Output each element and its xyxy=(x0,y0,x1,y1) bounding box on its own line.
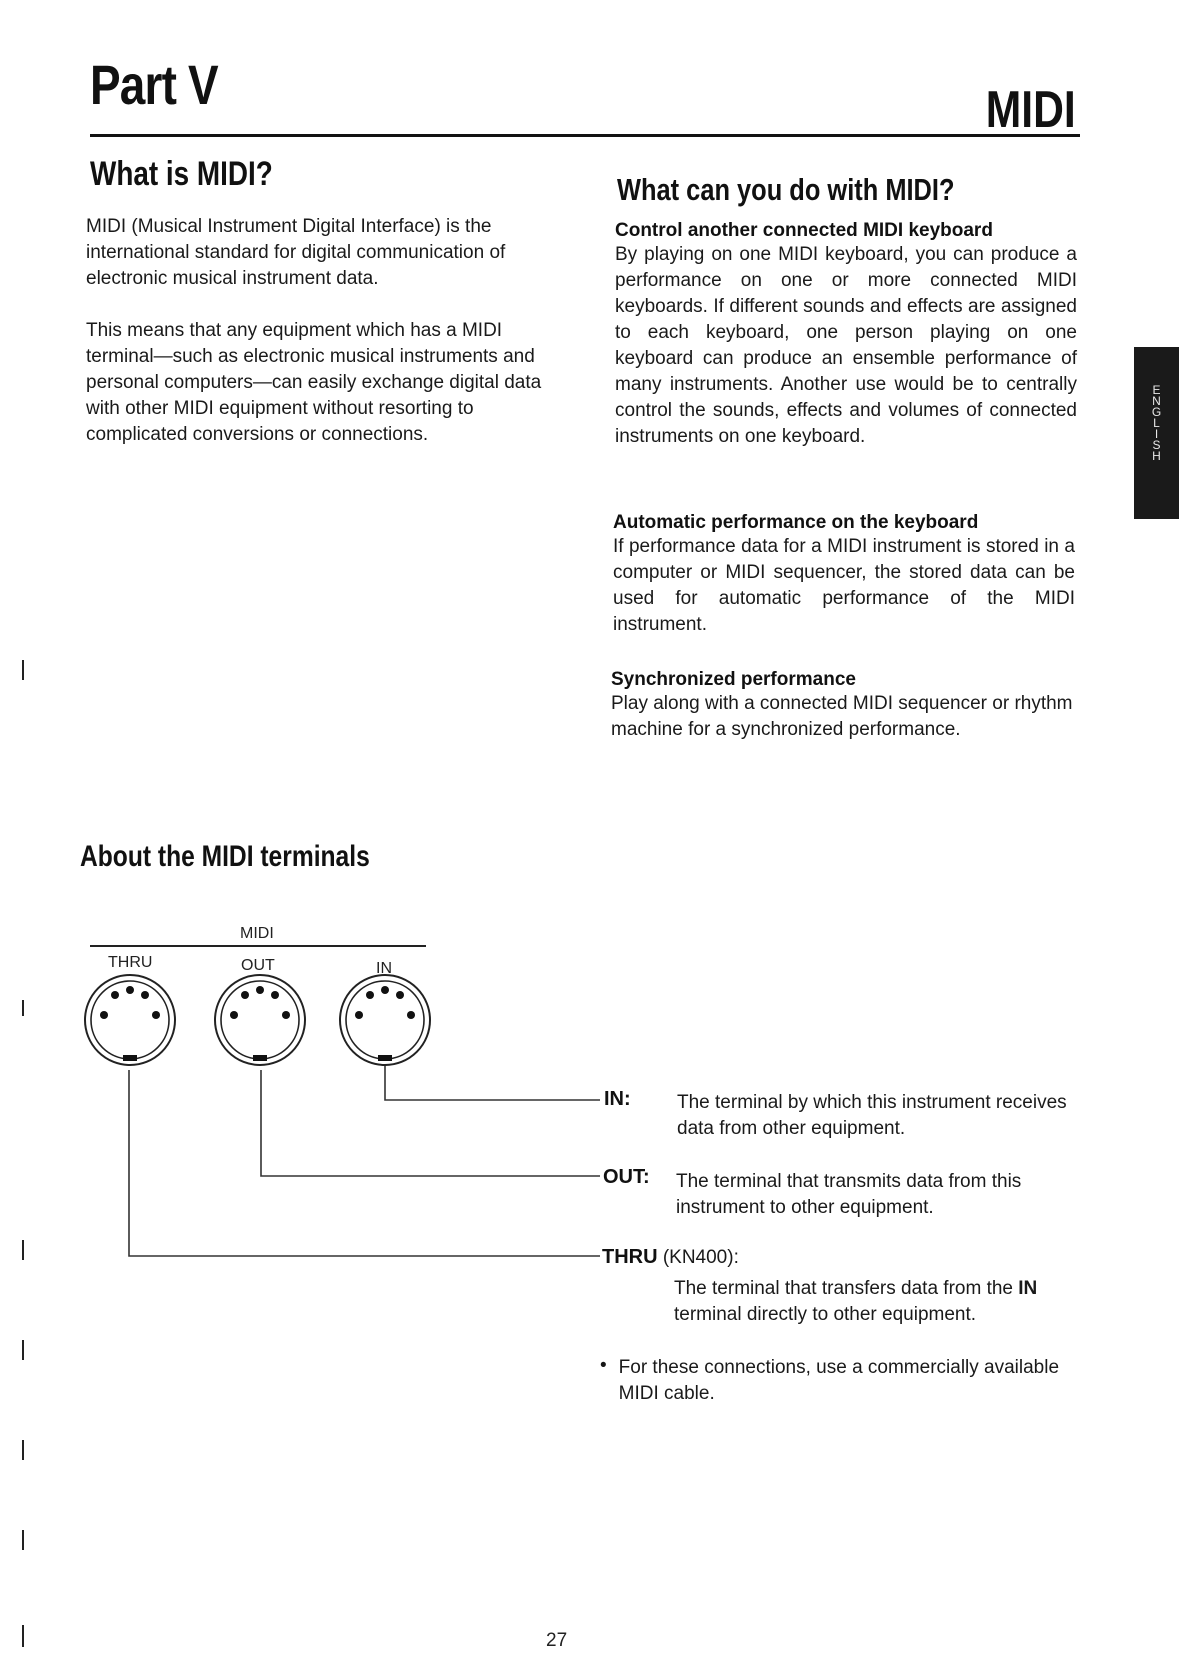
feature-text: Play along with a connected MIDI sequencer or rhythm machine for a synchronized performance. xyxy=(611,693,1073,740)
thru-term-model: (KN400): xyxy=(657,1247,739,1268)
tab-letter: E xyxy=(1152,383,1161,397)
feature-automatic-performance xyxy=(613,512,1075,638)
thru-term-label xyxy=(602,1245,739,1271)
part-title: Part V xyxy=(90,53,218,116)
in-term-label: IN: xyxy=(604,1088,631,1110)
thru-desc-text: terminal directly to other equipment. xyxy=(674,1304,977,1325)
out-port-label: OUT xyxy=(241,957,275,974)
what-can-you-do-heading: What can you do with MIDI? xyxy=(617,172,955,207)
margin-mark xyxy=(22,1440,24,1460)
feature-title: Control another connected MIDI keyboard xyxy=(615,220,993,241)
feature-control-keyboard xyxy=(615,220,1077,450)
margin-mark xyxy=(22,1340,24,1360)
midi-terminals-diagram xyxy=(80,910,620,1270)
in-socket-icon xyxy=(340,975,430,1065)
thru-socket-icon xyxy=(85,975,175,1065)
margin-mark xyxy=(22,1625,24,1647)
margin-mark xyxy=(22,660,24,680)
margin-mark xyxy=(22,1000,24,1016)
what-is-midi-paragraph-2: This means that any equipment which has a MIDI terminal—such as electronic musical instruments and personal computers—can easily exchange digital data with other MIDI equipment without resorting to complicated conversions or connections. xyxy=(86,320,542,445)
tab-letter: S xyxy=(1152,438,1161,452)
thru-desc-text: The terminal that transfers data from the xyxy=(674,1278,1019,1299)
what-is-midi-heading: What is MIDI? xyxy=(90,155,273,193)
thru-desc-bold: IN xyxy=(1018,1278,1038,1299)
what-is-midi-paragraph-1: MIDI (Musical Instrument Digital Interface) is the international standard for digital communication of electronic musical instrument data. xyxy=(86,216,506,289)
margin-mark xyxy=(22,1240,24,1260)
thru-term-key: THRU xyxy=(602,1246,658,1268)
out-term-description: The terminal that transmits data from this instrument to other equipment. xyxy=(676,1171,1022,1218)
in-connector-line xyxy=(385,1060,600,1100)
tab-letter: N xyxy=(1152,394,1161,408)
midi-terminals-heading: About the MIDI terminals xyxy=(80,840,370,873)
feature-synchronized-performance xyxy=(611,669,1073,743)
out-socket-icon xyxy=(215,975,305,1065)
feature-text: By playing on one MIDI keyboard, you can produce a performance on one or more connected MIDI keyboards. If different sounds and effects are assigned to each keyboard, one person playing on one keyboard can produce an ensemble performance of many instruments. Another use would be to centrally control the sounds, effects and volumes of connected instruments on one keyboard. xyxy=(615,244,1077,447)
feature-title: Automatic performance on the keyboard xyxy=(613,512,979,533)
thru-port-label: THRU xyxy=(108,954,153,971)
tab-letter: L xyxy=(1153,416,1160,430)
bullet-icon: • xyxy=(600,1355,607,1376)
margin-mark xyxy=(22,1530,24,1550)
tab-letter: H xyxy=(1152,449,1161,463)
midi-group-label: MIDI xyxy=(240,925,274,942)
tab-letter: I xyxy=(1154,427,1159,441)
thru-term-description xyxy=(674,1276,1066,1328)
out-connector-line xyxy=(261,1070,600,1176)
out-term-label: OUT: xyxy=(603,1166,650,1188)
language-tab xyxy=(1134,347,1179,519)
feature-title: Synchronized performance xyxy=(611,669,856,690)
tab-letter: G xyxy=(1151,405,1162,419)
in-term-description: The terminal by which this instrument receives data from other equipment. xyxy=(677,1092,1067,1139)
page-number: 27 xyxy=(546,1630,568,1651)
header-rule xyxy=(90,134,1080,137)
cable-note-text: For these connections, use a commercially available MIDI cable. xyxy=(618,1357,1060,1404)
section-title: MIDI xyxy=(985,81,1076,139)
in-port-label: IN xyxy=(376,960,392,977)
language-tab-letters xyxy=(1134,385,1179,462)
thru-connector-line xyxy=(129,1070,600,1256)
cable-note xyxy=(600,1355,1070,1407)
feature-text: If performance data for a MIDI instrument is stored in a computer or MIDI sequencer, the stored data can be used for automatic performance of the MIDI instrument. xyxy=(613,536,1075,635)
